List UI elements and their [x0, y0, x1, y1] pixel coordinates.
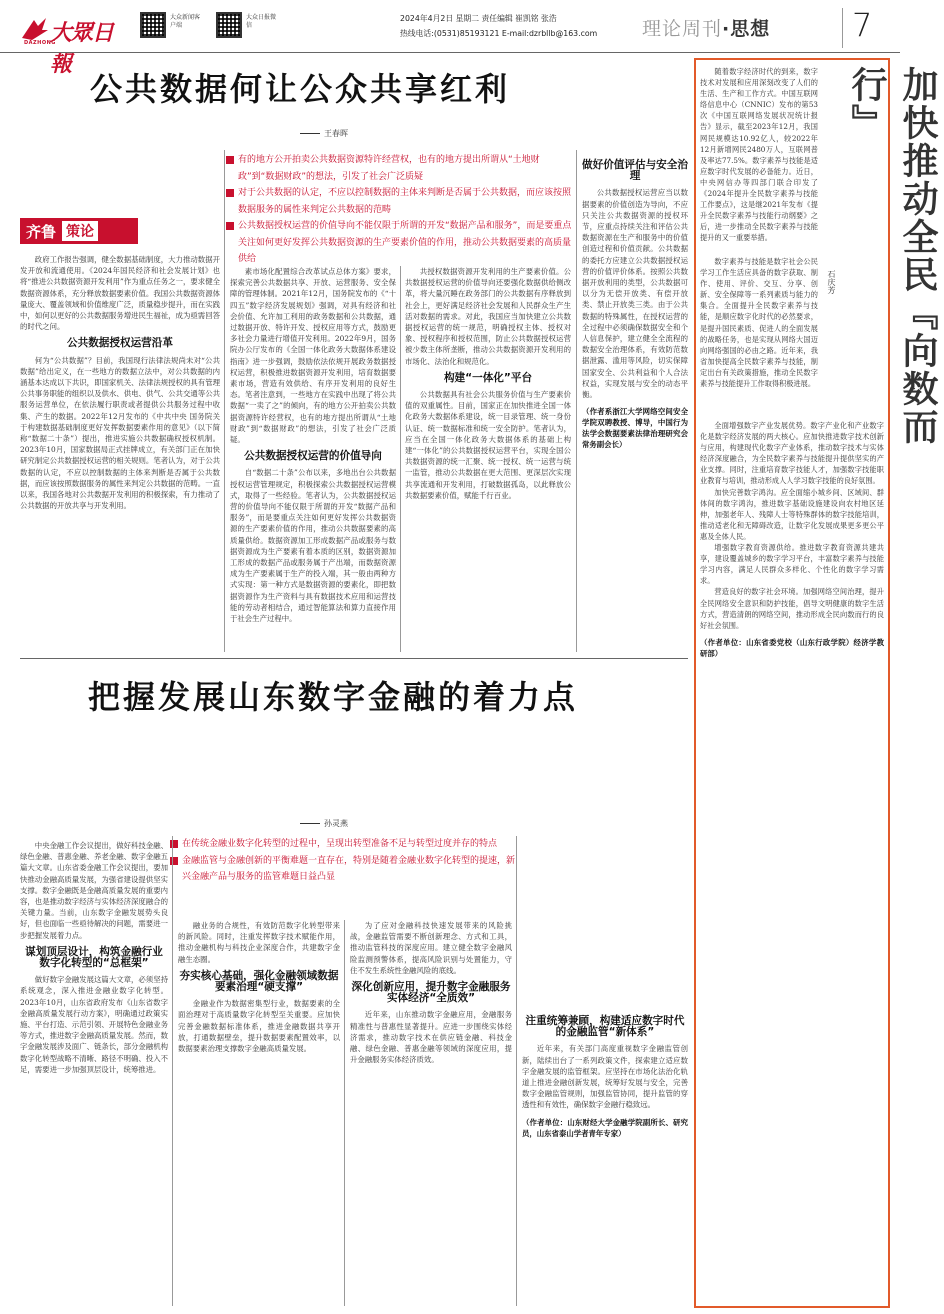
column-divider — [344, 920, 345, 1306]
article1-col3 — [405, 266, 571, 650]
article2-pull-quotes — [170, 836, 516, 886]
article1-heading-3: 构建“一体化”平台 — [443, 371, 533, 384]
article2-col1 — [20, 840, 168, 1306]
article2-author: 孙灵燕 — [324, 819, 348, 828]
section-dot: · — [722, 18, 731, 40]
article1-heading-1: 公共数据授权运营沿革 — [67, 337, 173, 350]
article2-col4 — [522, 1010, 688, 1306]
column-divider — [400, 266, 401, 652]
article1-heading-4: 做好价值评估与安全治理 — [582, 159, 688, 183]
article1-col2-body-b: 自“数据二十条”公布以来，多地出台公共数据授权运营管理规定，积极探索公共数据授权运营模式，取得了一些经验。笔者认为，公共数据授权运营的价值导向不能仅限于所谓的开发“数据产品和服务”，而是要重点关注如何更好发挥公共数据资源的生产要素价值的作用，推动公共数据要素的高质量供给。数据资源加工形成数据产品或服务与数据资源成为生产要素有着本质的区别，数据资源加工形成的数据产品或服务属于产出端，而数据资源成为生产要素属于生产的投入端，其一般由两种方式实现：第一种方式是数据资源的要素化，即把数据资源作为生产资料与具有数据技术应用和运营技能的劳动者相结合，通过智能算法和算力直接作用于社会生产过程中。 — [230, 468, 396, 624]
article1-col3-body: 共授权数据资源开发利用的生产要素价值。公共数据授权运营的价值导向还要强化数据供给侧改革，将大量沉睡在政务部门的公共数据有序释放到社会上，更好满足经济社会发展和人民群众生产生活对数据的需求。对此，我国应当加快建立公共数据授权运营的统一规范，明确授权主体、授权对象、授权程序和授权范围，防止公共数据授权运营被少数主体所垄断，推动公共数据资源开发利用的市场化、法治化和规范化。 — [405, 267, 571, 366]
column-divider — [516, 836, 517, 1306]
sidebar-body-5-text: 营造良好的数字社会环境。加强网络空间治理，提升全民网络安全意识和防护技能，倡导文明健康的数字生活方式，营造清朗的网络空间，推动形成全民向数而行的良好社会氛围。 — [700, 587, 884, 630]
qr-code-wechat[interactable] — [216, 12, 242, 38]
page-number: 7 — [852, 6, 873, 44]
article2-heading-4: 注重统筹兼顾，构建适应数字时代的金融监管“新体系” — [525, 1015, 685, 1039]
sidebar-intro-text: 随着数字经济时代的到来，数字技术对发展和应用深刻改变了人们的生活、生产和工作方式。中国互联网络信息中心（CNNIC）发布的第53次《中国互联网络发展状况统计报告》显示，截至2023年12月，我国网民规模达10.92亿人，较2022年12月新增网民2480万人，互联网普及率达77.5%。数字素养与技能是适应数字时代发展的必备能力。近日，中央网信办等四部门联合印发了《2024年提升全民数字素养与技能工作要点》，这是继2021年发布《提升全民数字素养与技能行动纲要》之后，进一步推动全民数字素养与技能提升的又一重要举措。 — [700, 67, 818, 243]
paper-name: 大眾日報 — [50, 20, 114, 77]
date-line: 2024年4月2日 星期二 责任编辑 崔凯铭 张浩 — [400, 14, 557, 23]
column-tag-1: 齐鲁 — [26, 222, 57, 241]
paper-latin: DAZHONG — [24, 40, 56, 46]
sidebar-body-4-text: 增强数字教育资源供给。推进数字教育资源共建共享，建设覆盖城乡的数字学习平台，丰富数字素养与技能学习内容，满足人民群众多样化、个性化的数字学习需求。 — [700, 543, 884, 586]
column-tag-2: 策论 — [62, 221, 98, 241]
article1-intro: 政府工作报告强调，健全数据基础制度，大力推动数据开发开放和流通使用。《2024年国民经济和社会发展计划》也将“推进公共数据资源开发利用”作为重点任务之一，要求健全数据资源体系，充分释放数据要素价值。我国公共数据资源体量庞大、覆盖领域和价值维度广泛，质量稳步提升，而在实践中，如何以更好的公共数据服务增进民生福祉，成为亟需回答的时代之问。 — [20, 255, 220, 332]
column-divider — [172, 836, 173, 1306]
column-tag — [20, 218, 138, 244]
article2-headline: 把握发展山东数字金融的着力点 — [88, 678, 579, 716]
article2-author-note: （作者单位：山东财经大学金融学院副所长、研究员，山东省泰山学者青年专家） — [522, 1117, 688, 1138]
section-right: 思想 — [730, 18, 771, 40]
article2-col2-body: 融业务的合规性，有效防范数字化转型带来的新风险。同时，注重发挥数字技术赋能作用，推动金融机构与科技企业深度合作，共建数字金融生态圈。 — [178, 921, 340, 964]
contact-line: 热线电话:(0531)85193121 E-mail:dzrbllb@163.com — [400, 29, 598, 38]
sidebar-body-1 — [700, 256, 818, 416]
pull-quote: 金融监管与金融创新的平衡难题一直存在，特别是随着金融业数字化转型的提速，新兴金融产品与服务的监管难题日益凸显 — [170, 853, 516, 886]
column-divider — [576, 150, 577, 652]
column-divider — [224, 150, 225, 652]
masthead-rule — [0, 52, 900, 53]
article1-col2 — [230, 266, 396, 650]
sidebar-body-2-text: 全面增强数字产业发展优势。数字产业化和产业数字化是数字经济发展的两大核心。应加快推进数字技术创新与应用，构建现代化数字产业体系，推动数字技术与实体经济深度融合，为全民数字素养与技能提升提供坚实的产业支撑。同时，注重培育数字技能人才，加强数字技能职业教育与培训，推动形成人人学习数字技能的良好氛围。 — [700, 421, 884, 486]
article1-byline — [300, 128, 348, 139]
article1-col4 — [582, 154, 688, 650]
article1-col2-body: 素市场化配置综合改革试点总体方案》要求，探索完善公共数据共享、开放、运营服务、安全保障的管理体制。2021年12月，国务院发布的《“十四五”数字经济发展规划》强调，对具有经济和社会价值、允许加工利用的政务数据和公共数据，通过数据开放、特许开发、授权应用等方式，鼓励更多社会力量进行增值开发利用。2022年9月，国务院办公厅发布的《全国一体化政务大数据体系建设指南》进一步强调，鼓励依法依规开展政务数据授权运营，积极推进数据资源开发利用，培育数据要素市场，营造有效供给、有序开发利用的良好生态。笔者注意到，一些地方在实践中出现了将公共数据“一卖了之”的倾向，有的地方公开拍卖公共数据资源特许经营权，也有的地方提出所谓从“土地财政”到“数据财政”的想法，引发了社会广泛质疑。 — [230, 267, 396, 445]
pull-quote: 对于公共数据的认定，不应以控制数据的主体来判断是否属于公共数据，而应该按照数据服务的属性来判定公共数据的范畴 — [226, 185, 572, 218]
article1-col3-body-b: 公共数据具有社会公共服务价值与生产要素价值的双重属性。目前，国家正在加快推进全国一体化政务大数据体系建设，统一目录管理、统一身份认证、统一数据标准和统一安全防护。笔者认为，应当在全国一体化政务大数据体系的基础上构建“一体化”的公共数据授权运营平台，实现全国公共数据资源的统一汇聚、统一授权、统一运营与统一监管，推动公共数据在更大范围、更深层次实现共享流通和开发利用，打破数据孤岛，以此释放公共数据要素价值，赋能千行百业。 — [405, 390, 571, 500]
article2-heading-3: 深化创新应用，提升数字金融服务实体经济“全质效” — [351, 981, 511, 1005]
article1-author-note: （作者系浙江大学网络空间安全学院双聘教授、博导，中国行为法学会数据要素法律治理研究会常务副会长） — [582, 407, 688, 450]
article1-col4-body: 公共数据授权运营应当以数据要素的价值创造为导向，不应只关注公共数据资源的授权环节，应重点持续关注和评估公共数据资源在生产和服务中的价值创造过程和价值贡献。公共数据的委托方应建立公共数据授权运营的价值评价体系。按照公共数据开放利用的类型，公共数据可以分为无偿开放类、有偿开放类、禁止开放类三类。由于公共数据的特殊属性，在授权运营的全过程中必须确保数据安全和个人信息保护，建立健全全流程的数据安全治理体系，有效防范数据泄露、滥用等风险，切实保障国家安全、公共利益和个人合法权益，实现发展与安全的动态平衡。 — [582, 188, 688, 400]
sidebar-author: 石庆芳 — [827, 270, 836, 294]
pull-quote: 在传统金融业数字化转型的过程中，呈现出转型准备不足与转型过度并存的特点 — [170, 836, 516, 853]
article-separator — [20, 658, 688, 659]
article2-intro: 中央金融工作会议提出，做好科技金融、绿色金融、普惠金融、养老金融、数字金融五篇大文章。山东省委金融工作会议提出，要加快推动金融高质量发展，为强省建设提供坚实支撑。数字金融既是金融高质量发展的重要内容，也是推动数字经济与实体经济深度融合的关键力量。当前，山东数字金融发展势头良好，但也面临一些亟待解决的问题，需要进一步把握发展着力点。 — [20, 841, 168, 940]
sidebar-body-1-text: 数字素养与技能是数字社会公民学习工作生活应具备的数字获取、制作、使用、评价、交互、分享、创新、安全保障等一系列素质与能力的集合。全面提升全民数字素养与技能，是顺应数字化时代的必然要求，是提升国民素质、促进人的全面发展的战略任务，也是实现从网络大国迈向网络强国的必由之路。近年来，我省加快提高全民数字素养与技能，制定出台有关政策措施，推动全民数字素养与技能提升工作取得积极进展。 — [700, 257, 818, 389]
section-title — [642, 14, 770, 41]
sidebar-body-3-text: 加快完善数字鸿沟。应全面缩小城乡间、区域间、群体间的数字鸿沟，推进数字基础设施建设向农村地区延伸，加强老年人、残障人士等特殊群体的数字技能培训，推动适老化和无障碍改造，让数字化发展成果更多更公平惠及全体人民。 — [700, 487, 884, 541]
newspaper-logo — [20, 14, 128, 77]
article2-col3-body-b: 近年来，山东推动数字金融应用，金融服务精准性与普惠性显著提升。应进一步围绕实体经济需求，推动数字技术在供应链金融、科技金融、绿色金融、普惠金融等领域的深度应用，提升金融服务实体经济质效。 — [350, 1010, 512, 1065]
sidebar-headline: 加快推动全民『向数而行』 — [846, 66, 939, 446]
sidebar-body-main — [700, 420, 884, 1300]
article2-col4-body: 近年来，有关部门高度重视数字金融监管创新，陆续出台了一系列政策文件，探索建立适应数字金融发展的监管框架。应坚持在市场化法治化轨道上推进金融创新发展，统筹好发展与安全，完善数字金融监管规则，加强监管协同，提升监管的穿透性和有效性，确保数字金融行稳致远。 — [522, 1044, 688, 1110]
article2-col3 — [350, 920, 512, 1306]
article1-col1-body: 何为“公共数据”？目前，我国现行法律法规尚未对“公共数据”给出定义，在一些地方的数据立法中，对公共数据的内涵基本达成以下共识，即国家机关、法律法规授权的具有管理公共事务职能的组织以及供水、供电、供气、公共交通等公共服务运营单位，在依法履行职责或者提供公共服务过程中收集、产生的数据。2022年12月发布的《中共中央 国务院关于构建数据基础制度更好发挥数据要素作用的意见》（以下简称“数据二十条”）提出，推进实施公共数据确权授权机制。2023年10月，国家数据局正式挂牌成立，有关部门正在加快研究制定公共数据授权运营的相关规则。笔者认为，对于公共数据的认定，不应以控制数据的主体来判断是否属于公共数据，而应该按照数据服务的属性来判定公共数据的范畴。一直以来，我国各地对公共数据开发利用的积极探索，有力推动了公共数据的开放共享与开发利用。 — [20, 355, 220, 511]
article2-col3-body: 为了应对金融科技快速发展带来的风险挑战，金融监管需要不断创新理念、方式和工具，推动监管科技的深度应用。建立健全数字金融风险监测预警体系，提高风险识别与处置能力，守住不发生系统性金融风险的底线。 — [350, 921, 512, 975]
sidebar-intro — [700, 66, 818, 252]
article2-heading-1: 谋划顶层设计，构筑金融行业数字化转型的“总框架” — [25, 945, 163, 970]
article2-byline — [300, 818, 348, 829]
article1-author: 王春晖 — [324, 129, 348, 138]
article2-heading-2: 夯实核心基础，强化金融领域数据要素治理“硬支撑” — [179, 969, 339, 994]
sidebar-author-note: （作者单位：山东省委党校（山东行政学院）经济学教研部） — [700, 637, 884, 658]
pull-quote: 公共数据授权运营的价值导向不能仅限于所谓的开发“数据产品和服务”，而是要重点关注如何更好发挥公共数据资源的生产要素价值的作用，推动公共数据要素的高质量供给 — [226, 218, 572, 268]
qr-wechat-label: 大众日报微信 — [246, 14, 277, 29]
article1-col1 — [20, 254, 220, 650]
masthead-divider — [842, 8, 843, 48]
article1-pull-quotes — [226, 152, 572, 268]
qr-code-client[interactable] — [140, 12, 166, 38]
brand-mark-icon — [20, 16, 50, 42]
pull-quote: 有的地方公开拍卖公共数据资源特许经营权，也有的地方提出所谓从“土地财政”到“数据财政”的想法，引发了社会广泛质疑 — [226, 152, 572, 185]
article1-heading-2: 公共数据授权运营的价值导向 — [244, 450, 382, 463]
article2-col1-body: 做好数字金融发展这篇大文章，必须坚持系统观念，深入推进金融业数字化转型。2023年10月，山东省政府发布《山东省数字金融高质量发展行动方案》，明确通过政策实施、平台打造、示范引领、开展特色金融业务等方式，推进数字金融高质量发展。然而，数字金融发展涉及面广、链条长，部分金融机构数字化转型战略不清晰、路径不明确、投入不足，需要进一步加强顶层设计，统筹推进。 — [20, 975, 168, 1074]
qr-client-label: 大众新闻客户端 — [170, 14, 201, 29]
article2-col2 — [178, 920, 340, 1306]
article1-headline: 公共数据何让公众共享红利 — [90, 70, 511, 108]
section-left: 理论周刊 — [642, 18, 723, 40]
article2-col2-body-b: 金融业作为数据密集型行业，数据要素的全面治理对于高质量数字化转型至关重要。应加快完善金融数据标准体系，推进金融数据共享开放，打通数据壁垒，提升数据要素配置效率，以数据要素治理支撑数字金融高质量发展。 — [178, 999, 340, 1054]
